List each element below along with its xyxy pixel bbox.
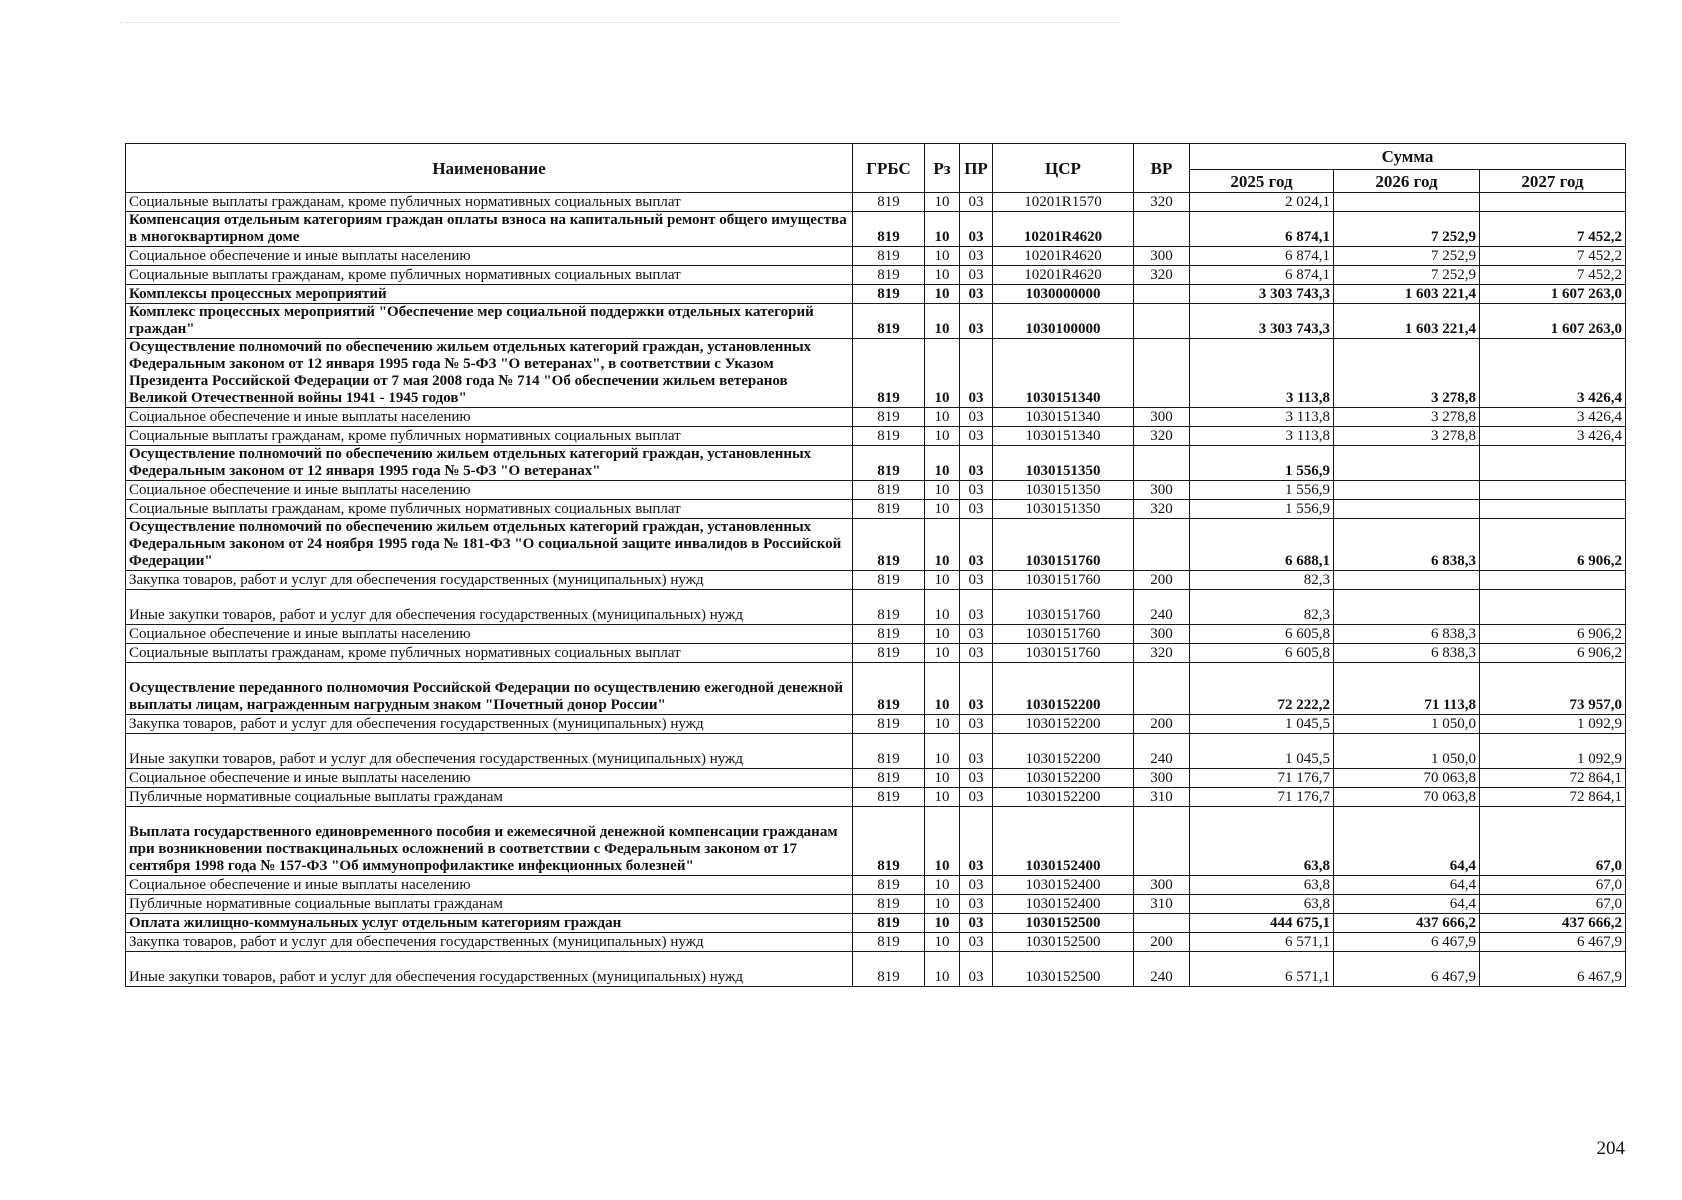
cell-name: Социальное обеспечение и иные выплаты населению: [126, 769, 853, 788]
cell-rz: 10: [925, 914, 960, 933]
cell-pr: 03: [960, 788, 993, 807]
cell-csr: 1030151350: [993, 500, 1134, 519]
cell-pr: 03: [960, 193, 993, 212]
cell-csr: 1030152200: [993, 788, 1134, 807]
cell-grbs: 819: [853, 212, 925, 247]
cell-vr: 200: [1134, 933, 1190, 952]
cell-csr: 1030152200: [993, 734, 1134, 769]
cell-csr: 1030151760: [993, 519, 1134, 571]
cell-rz: 10: [925, 519, 960, 571]
cell-vr: 310: [1134, 895, 1190, 914]
cell-rz: 10: [925, 571, 960, 590]
cell-rz: 10: [925, 895, 960, 914]
cell-pr: 03: [960, 481, 993, 500]
cell-rz: 10: [925, 481, 960, 500]
cell-grbs: 819: [853, 266, 925, 285]
cell-grbs: 819: [853, 193, 925, 212]
cell-rz: 10: [925, 339, 960, 408]
cell-name: Осуществление переданного полномочия Российской Федерации по осуществлению ежегодной денежной выплаты лицам, награжденным нагрудным знаком "Почетный донор России": [126, 663, 853, 715]
cell-sum-2026: 1 603 221,4: [1334, 304, 1480, 339]
table-row: [126, 427, 1626, 446]
table-row: [126, 769, 1626, 788]
cell-rz: 10: [925, 408, 960, 427]
cell-pr: 03: [960, 590, 993, 625]
cell-name: Публичные нормативные социальные выплаты гражданам: [126, 895, 853, 914]
cell-sum-2026: 3 278,8: [1334, 408, 1480, 427]
table-row: [126, 266, 1626, 285]
cell-sum-2025: 3 113,8: [1190, 427, 1334, 446]
cell-sum-2027: 7 452,2: [1480, 212, 1626, 247]
table-row: [126, 519, 1626, 571]
cell-sum-2027: 3 426,4: [1480, 408, 1626, 427]
cell-vr: 300: [1134, 408, 1190, 427]
cell-grbs: 819: [853, 427, 925, 446]
cell-sum-2025: 6 605,8: [1190, 644, 1334, 663]
cell-pr: 03: [960, 644, 993, 663]
cell-sum-2027: [1480, 500, 1626, 519]
cell-grbs: 819: [853, 304, 925, 339]
cell-grbs: 819: [853, 590, 925, 625]
cell-sum-2026: 7 252,9: [1334, 266, 1480, 285]
cell-sum-2026: 3 278,8: [1334, 339, 1480, 408]
cell-vr: [1134, 663, 1190, 715]
cell-pr: 03: [960, 876, 993, 895]
cell-name: Осуществление полномочий по обеспечению жильем отдельных категорий граждан, установленных Федеральным законом от 12 января 1995 года № 5-ФЗ "О ветеранах": [126, 446, 853, 481]
cell-pr: 03: [960, 807, 993, 876]
cell-csr: 1030152400: [993, 895, 1134, 914]
cell-sum-2026: 70 063,8: [1334, 769, 1480, 788]
cell-sum-2026: [1334, 590, 1480, 625]
cell-pr: 03: [960, 715, 993, 734]
cell-sum-2025: 82,3: [1190, 590, 1334, 625]
table-row: [126, 500, 1626, 519]
cell-pr: 03: [960, 663, 993, 715]
cell-csr: 1030152500: [993, 914, 1134, 933]
cell-name: Комплексы процессных мероприятий: [126, 285, 853, 304]
table-row: [126, 788, 1626, 807]
cell-vr: 310: [1134, 788, 1190, 807]
cell-csr: 1030151760: [993, 571, 1134, 590]
cell-sum-2027: 7 452,2: [1480, 247, 1626, 266]
table-row: [126, 446, 1626, 481]
table-row: [126, 193, 1626, 212]
cell-pr: 03: [960, 571, 993, 590]
table-row: [126, 914, 1626, 933]
cell-grbs: 819: [853, 769, 925, 788]
cell-sum-2025: 6 605,8: [1190, 625, 1334, 644]
cell-sum-2025: 3 113,8: [1190, 408, 1334, 427]
cell-sum-2027: 72 864,1: [1480, 788, 1626, 807]
cell-pr: 03: [960, 266, 993, 285]
cell-sum-2026: 1 050,0: [1334, 734, 1480, 769]
cell-grbs: 819: [853, 339, 925, 408]
cell-pr: 03: [960, 914, 993, 933]
table-row: [126, 212, 1626, 247]
cell-sum-2026: 1 050,0: [1334, 715, 1480, 734]
cell-name: Социальные выплаты гражданам, кроме публичных нормативных социальных выплат: [126, 266, 853, 285]
cell-vr: 320: [1134, 500, 1190, 519]
cell-csr: 1030152200: [993, 663, 1134, 715]
cell-sum-2025: 444 675,1: [1190, 914, 1334, 933]
cell-sum-2027: 1 607 263,0: [1480, 285, 1626, 304]
cell-name: Социальное обеспечение и иные выплаты населению: [126, 408, 853, 427]
cell-rz: 10: [925, 663, 960, 715]
cell-rz: 10: [925, 285, 960, 304]
cell-grbs: 819: [853, 247, 925, 266]
cell-sum-2027: 6 906,2: [1480, 625, 1626, 644]
header-sum: Сумма: [1190, 144, 1626, 170]
cell-pr: 03: [960, 285, 993, 304]
cell-sum-2026: 3 278,8: [1334, 427, 1480, 446]
cell-sum-2026: 64,4: [1334, 876, 1480, 895]
header-pr: ПР: [960, 144, 993, 193]
cell-name: Закупка товаров, работ и услуг для обеспечения государственных (муниципальных) нужд: [126, 933, 853, 952]
cell-vr: 240: [1134, 734, 1190, 769]
cell-grbs: 819: [853, 933, 925, 952]
cell-vr: [1134, 212, 1190, 247]
cell-vr: 240: [1134, 590, 1190, 625]
cell-grbs: 819: [853, 663, 925, 715]
cell-name: Социальное обеспечение и иные выплаты населению: [126, 481, 853, 500]
cell-csr: 1030151760: [993, 590, 1134, 625]
cell-vr: 200: [1134, 571, 1190, 590]
header-rz: Рз: [925, 144, 960, 193]
cell-vr: 240: [1134, 952, 1190, 987]
cell-sum-2027: [1480, 481, 1626, 500]
cell-name: Социальное обеспечение и иные выплаты населению: [126, 247, 853, 266]
cell-grbs: 819: [853, 715, 925, 734]
cell-name: Социальное обеспечение и иные выплаты населению: [126, 876, 853, 895]
cell-sum-2027: [1480, 590, 1626, 625]
table-row: [126, 408, 1626, 427]
cell-csr: 1030151760: [993, 644, 1134, 663]
cell-rz: 10: [925, 446, 960, 481]
cell-pr: 03: [960, 500, 993, 519]
cell-vr: [1134, 304, 1190, 339]
cell-pr: 03: [960, 895, 993, 914]
cell-vr: 320: [1134, 427, 1190, 446]
table-body: [126, 193, 1626, 987]
cell-sum-2026: 437 666,2: [1334, 914, 1480, 933]
cell-sum-2026: 6 838,3: [1334, 519, 1480, 571]
header-2026: 2026 год: [1334, 170, 1480, 193]
cell-sum-2027: 437 666,2: [1480, 914, 1626, 933]
cell-vr: [1134, 285, 1190, 304]
cell-sum-2025: 1 556,9: [1190, 500, 1334, 519]
cell-sum-2025: 3 303 743,3: [1190, 285, 1334, 304]
cell-pr: 03: [960, 625, 993, 644]
cell-vr: [1134, 446, 1190, 481]
cell-rz: 10: [925, 500, 960, 519]
cell-sum-2027: 6 467,9: [1480, 933, 1626, 952]
cell-csr: 1030152500: [993, 952, 1134, 987]
cell-sum-2025: 63,8: [1190, 807, 1334, 876]
table-row: [126, 715, 1626, 734]
cell-name: Иные закупки товаров, работ и услуг для обеспечения государственных (муниципальных) нужд: [126, 590, 853, 625]
table-row: [126, 304, 1626, 339]
cell-rz: 10: [925, 715, 960, 734]
cell-sum-2027: 67,0: [1480, 807, 1626, 876]
cell-rz: 10: [925, 769, 960, 788]
cell-sum-2026: 6 467,9: [1334, 952, 1480, 987]
cell-vr: 300: [1134, 247, 1190, 266]
cell-rz: 10: [925, 876, 960, 895]
cell-csr: 1030151760: [993, 625, 1134, 644]
cell-rz: 10: [925, 734, 960, 769]
cell-name: Выплата государственного единовременного пособия и ежемесячной денежной компенсации гражданам при возникновении поствакцинальных осложнений в соответствии с Федеральным законом от 17 сентября 1998 года № 157-ФЗ "Об иммунопрофилактике инфекционных болезней": [126, 807, 853, 876]
cell-sum-2025: 63,8: [1190, 895, 1334, 914]
table-header: [126, 144, 1626, 193]
cell-pr: 03: [960, 408, 993, 427]
cell-sum-2025: 6 571,1: [1190, 933, 1334, 952]
cell-sum-2026: 70 063,8: [1334, 788, 1480, 807]
table-row: [126, 933, 1626, 952]
cell-csr: 1030152200: [993, 769, 1134, 788]
header-2025: 2025 год: [1190, 170, 1334, 193]
cell-name: Социальное обеспечение и иные выплаты населению: [126, 625, 853, 644]
cell-vr: [1134, 914, 1190, 933]
cell-grbs: 819: [853, 876, 925, 895]
cell-pr: 03: [960, 933, 993, 952]
header-vr: ВР: [1134, 144, 1190, 193]
cell-pr: 03: [960, 952, 993, 987]
cell-sum-2026: [1334, 446, 1480, 481]
cell-name: Закупка товаров, работ и услуг для обеспечения государственных (муниципальных) нужд: [126, 571, 853, 590]
cell-sum-2026: 64,4: [1334, 807, 1480, 876]
cell-grbs: 819: [853, 481, 925, 500]
table-row: [126, 895, 1626, 914]
cell-rz: 10: [925, 625, 960, 644]
table-row: [126, 952, 1626, 987]
cell-vr: 300: [1134, 876, 1190, 895]
cell-sum-2025: 1 045,5: [1190, 734, 1334, 769]
cell-vr: [1134, 339, 1190, 408]
cell-pr: 03: [960, 446, 993, 481]
scan-top-line: [120, 22, 1120, 23]
cell-sum-2026: 7 252,9: [1334, 212, 1480, 247]
cell-grbs: 819: [853, 914, 925, 933]
cell-sum-2026: 71 113,8: [1334, 663, 1480, 715]
cell-name: Комплекс процессных мероприятий "Обеспечение мер социальной поддержки отдельных категорий граждан": [126, 304, 853, 339]
cell-csr: 10201R1570: [993, 193, 1134, 212]
cell-name: Осуществление полномочий по обеспечению жильем отдельных категорий граждан, установленных Федеральным законом от 12 января 1995 года № 5-ФЗ "О ветеранах", в соответствии с Указом Президента Российской Федерации от 7 мая 2008 года № 714 "Об обеспечении жильем ветеранов Великой Отечественной войны 1941 - 1945 годов": [126, 339, 853, 408]
cell-rz: 10: [925, 304, 960, 339]
cell-grbs: 819: [853, 788, 925, 807]
header-grbs: ГРБС: [853, 144, 925, 193]
cell-name: Социальные выплаты гражданам, кроме публичных нормативных социальных выплат: [126, 193, 853, 212]
cell-sum-2026: [1334, 571, 1480, 590]
table-row: [126, 663, 1626, 715]
cell-csr: 1030152400: [993, 807, 1134, 876]
cell-sum-2025: 3 303 743,3: [1190, 304, 1334, 339]
cell-vr: 300: [1134, 481, 1190, 500]
cell-rz: 10: [925, 807, 960, 876]
cell-name: Иные закупки товаров, работ и услуг для обеспечения государственных (муниципальных) нужд: [126, 952, 853, 987]
cell-sum-2025: 1 045,5: [1190, 715, 1334, 734]
table-row: [126, 285, 1626, 304]
table-row: [126, 339, 1626, 408]
cell-sum-2027: 6 906,2: [1480, 519, 1626, 571]
cell-sum-2027: 1 092,9: [1480, 734, 1626, 769]
cell-csr: 1030152200: [993, 715, 1134, 734]
cell-name: Социальные выплаты гражданам, кроме публичных нормативных социальных выплат: [126, 500, 853, 519]
table-row: [126, 807, 1626, 876]
cell-name: Закупка товаров, работ и услуг для обеспечения государственных (муниципальных) нужд: [126, 715, 853, 734]
cell-csr: 1030152400: [993, 876, 1134, 895]
cell-vr: 320: [1134, 193, 1190, 212]
cell-sum-2026: 1 603 221,4: [1334, 285, 1480, 304]
cell-grbs: 819: [853, 644, 925, 663]
cell-pr: 03: [960, 247, 993, 266]
cell-pr: 03: [960, 734, 993, 769]
cell-rz: 10: [925, 247, 960, 266]
cell-grbs: 819: [853, 285, 925, 304]
cell-vr: 200: [1134, 715, 1190, 734]
cell-vr: [1134, 807, 1190, 876]
cell-sum-2025: 72 222,2: [1190, 663, 1334, 715]
cell-sum-2027: 1 607 263,0: [1480, 304, 1626, 339]
table-row: [126, 734, 1626, 769]
table-row: [126, 644, 1626, 663]
cell-sum-2025: 1 556,9: [1190, 446, 1334, 481]
cell-sum-2027: 7 452,2: [1480, 266, 1626, 285]
cell-grbs: 819: [853, 446, 925, 481]
cell-pr: 03: [960, 427, 993, 446]
cell-sum-2025: 6 688,1: [1190, 519, 1334, 571]
page-number: 204: [1596, 1138, 1625, 1159]
cell-sum-2025: 6 571,1: [1190, 952, 1334, 987]
cell-sum-2025: 71 176,7: [1190, 788, 1334, 807]
cell-sum-2026: 6 838,3: [1334, 625, 1480, 644]
cell-pr: 03: [960, 519, 993, 571]
cell-pr: 03: [960, 212, 993, 247]
header-csr: ЦСР: [993, 144, 1134, 193]
cell-csr: 1030151340: [993, 427, 1134, 446]
cell-rz: 10: [925, 644, 960, 663]
cell-csr: 10201R4620: [993, 266, 1134, 285]
cell-rz: 10: [925, 952, 960, 987]
cell-rz: 10: [925, 266, 960, 285]
cell-sum-2025: 2 024,1: [1190, 193, 1334, 212]
cell-sum-2025: 1 556,9: [1190, 481, 1334, 500]
cell-sum-2025: 6 874,1: [1190, 212, 1334, 247]
cell-rz: 10: [925, 933, 960, 952]
table-row: [126, 247, 1626, 266]
cell-vr: 300: [1134, 769, 1190, 788]
cell-grbs: 819: [853, 500, 925, 519]
cell-csr: 1030151350: [993, 446, 1134, 481]
cell-sum-2025: 71 176,7: [1190, 769, 1334, 788]
cell-csr: 10201R4620: [993, 247, 1134, 266]
cell-grbs: 819: [853, 625, 925, 644]
cell-csr: 1030151350: [993, 481, 1134, 500]
cell-vr: 300: [1134, 625, 1190, 644]
cell-rz: 10: [925, 788, 960, 807]
cell-grbs: 819: [853, 519, 925, 571]
table-row: [126, 590, 1626, 625]
cell-vr: 320: [1134, 266, 1190, 285]
cell-sum-2025: 6 874,1: [1190, 266, 1334, 285]
cell-grbs: 819: [853, 952, 925, 987]
cell-csr: 1030152500: [993, 933, 1134, 952]
table-row: [126, 625, 1626, 644]
cell-sum-2027: 3 426,4: [1480, 339, 1626, 408]
cell-sum-2025: 6 874,1: [1190, 247, 1334, 266]
cell-sum-2026: 6 838,3: [1334, 644, 1480, 663]
cell-sum-2026: [1334, 500, 1480, 519]
cell-sum-2027: [1480, 193, 1626, 212]
cell-sum-2026: 64,4: [1334, 895, 1480, 914]
cell-sum-2025: 3 113,8: [1190, 339, 1334, 408]
cell-sum-2026: 7 252,9: [1334, 247, 1480, 266]
table-row: [126, 481, 1626, 500]
cell-sum-2026: [1334, 481, 1480, 500]
cell-grbs: 819: [853, 571, 925, 590]
cell-rz: 10: [925, 212, 960, 247]
cell-sum-2027: 72 864,1: [1480, 769, 1626, 788]
cell-sum-2027: 3 426,4: [1480, 427, 1626, 446]
cell-grbs: 819: [853, 734, 925, 769]
cell-sum-2027: [1480, 571, 1626, 590]
header-name: Наименование: [126, 144, 853, 193]
table-row: [126, 571, 1626, 590]
cell-csr: 10201R4620: [993, 212, 1134, 247]
cell-csr: 1030000000: [993, 285, 1134, 304]
cell-grbs: 819: [853, 408, 925, 427]
cell-rz: 10: [925, 193, 960, 212]
cell-sum-2027: 67,0: [1480, 895, 1626, 914]
table-row: [126, 876, 1626, 895]
cell-sum-2025: 63,8: [1190, 876, 1334, 895]
cell-sum-2027: 1 092,9: [1480, 715, 1626, 734]
cell-rz: 10: [925, 590, 960, 625]
cell-pr: 03: [960, 304, 993, 339]
cell-pr: 03: [960, 339, 993, 408]
cell-sum-2027: 6 467,9: [1480, 952, 1626, 987]
cell-sum-2026: 6 467,9: [1334, 933, 1480, 952]
cell-name: Оплата жилищно-коммунальных услуг отдельным категориям граждан: [126, 914, 853, 933]
cell-csr: 1030100000: [993, 304, 1134, 339]
cell-sum-2027: 73 957,0: [1480, 663, 1626, 715]
cell-name: Социальные выплаты гражданам, кроме публичных нормативных социальных выплат: [126, 644, 853, 663]
cell-name: Осуществление полномочий по обеспечению жильем отдельных категорий граждан, установленных Федеральным законом от 24 ноября 1995 года № 181-ФЗ "О социальной защите инвалидов в Российской Федерации": [126, 519, 853, 571]
cell-sum-2027: 67,0: [1480, 876, 1626, 895]
cell-csr: 1030151340: [993, 408, 1134, 427]
cell-name: Компенсация отдельным категориям граждан оплаты взноса на капитальный ремонт общего имущества в многоквартирном доме: [126, 212, 853, 247]
cell-pr: 03: [960, 769, 993, 788]
cell-sum-2027: [1480, 446, 1626, 481]
cell-sum-2026: [1334, 193, 1480, 212]
cell-vr: 320: [1134, 644, 1190, 663]
cell-sum-2027: 6 906,2: [1480, 644, 1626, 663]
cell-name: Иные закупки товаров, работ и услуг для обеспечения государственных (муниципальных) нужд: [126, 734, 853, 769]
header-2027: 2027 год: [1480, 170, 1626, 193]
cell-name: Публичные нормативные социальные выплаты гражданам: [126, 788, 853, 807]
budget-table: [125, 143, 1626, 987]
cell-name: Социальные выплаты гражданам, кроме публичных нормативных социальных выплат: [126, 427, 853, 446]
cell-vr: [1134, 519, 1190, 571]
cell-grbs: 819: [853, 895, 925, 914]
cell-rz: 10: [925, 427, 960, 446]
cell-csr: 1030151340: [993, 339, 1134, 408]
cell-grbs: 819: [853, 807, 925, 876]
cell-sum-2025: 82,3: [1190, 571, 1334, 590]
